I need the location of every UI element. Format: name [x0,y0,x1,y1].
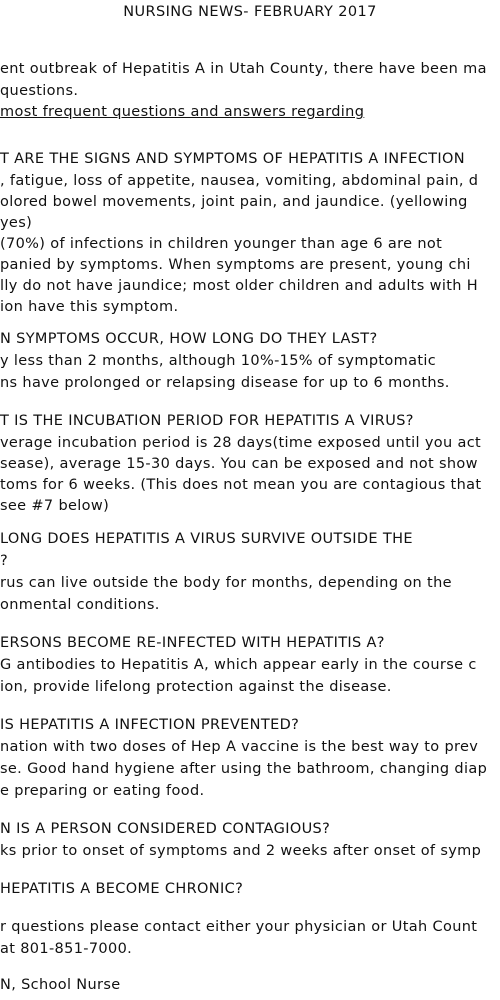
answer-line: olored bowel movements, joint pain, and jaundice. (yellowing [0,194,468,210]
answer-line: yes) [0,215,33,231]
answer-line: se. Good hand hygiene after using the bathroom, changing diap [0,761,488,777]
answer-line: nation with two doses of Hep A vaccine is the best way to prev [0,739,479,755]
answer-line: e preparing or eating food. [0,783,205,799]
signature: N, School Nurse [0,977,121,993]
answer-line: panied by symptoms. When symptoms are present, young chi [0,257,471,273]
answer-line: G antibodies to Hepatitis A, which appear early in the course c [0,657,477,673]
question-incubation-period: T IS THE INCUBATION PERIOD FOR HEPATITIS A VIRUS? [0,413,414,429]
answer-line: sease), average 15-30 days. You can be exposed and not show [0,456,478,472]
intro-underlined-line: most frequent questions and answers regarding [0,104,365,120]
intro-line: questions. [0,83,79,99]
question-contagious: N IS A PERSON CONSIDERED CONTAGIOUS? [0,821,331,837]
answer-line: y less than 2 months, although 10%-15% of symptomatic [0,353,437,369]
answer-line: , fatigue, loss of appetite, nausea, vomiting, abdominal pain, d [0,173,479,189]
answer-line: onmental conditions. [0,597,160,613]
question-virus-survival-end: ? [0,553,9,569]
question-symptom-duration: N SYMPTOMS OCCUR, HOW LONG DO THEY LAST? [0,331,378,347]
question-chronic: HEPATITIS A BECOME CHRONIC? [0,881,244,897]
answer-line: ns have prolonged or relapsing disease for up to 6 months. [0,375,450,391]
closing-line: r questions please contact either your physician or Utah Count [0,919,478,935]
intro-line: ent outbreak of Hepatitis A in Utah County, there have been ma [0,61,487,77]
closing-line: at 801-851-7000. [0,941,133,957]
answer-line: see #7 below) [0,498,110,514]
question-signs-symptoms: T ARE THE SIGNS AND SYMPTOMS OF HEPATITIS A INFECTION [0,151,465,167]
answer-line: ion have this symptom. [0,299,179,315]
answer-line: ion, provide lifelong protection against the disease. [0,679,392,695]
answer-line: ks prior to onset of symptoms and 2 weeks after onset of symp [0,843,482,859]
answer-line: lly do not have jaundice; most older children and adults with H [0,278,478,294]
newsletter-title: NURSING NEWS- FEBRUARY 2017 [123,4,377,20]
answer-line: (70%) of infections in children younger than age 6 are not [0,236,443,252]
question-reinfection: ERSONS BECOME RE-INFECTED WITH HEPATITIS A? [0,635,385,651]
question-prevention: IS HEPATITIS A INFECTION PREVENTED? [0,717,300,733]
answer-line: toms for 6 weeks. (This does not mean you are contagious that [0,477,482,493]
answer-line: verage incubation period is 28 days(time exposed until you act [0,435,482,451]
answer-line: rus can live outside the body for months, depending on the [0,575,452,591]
question-virus-survival: LONG DOES HEPATITIS A VIRUS SURVIVE OUTSIDE THE [0,531,413,547]
